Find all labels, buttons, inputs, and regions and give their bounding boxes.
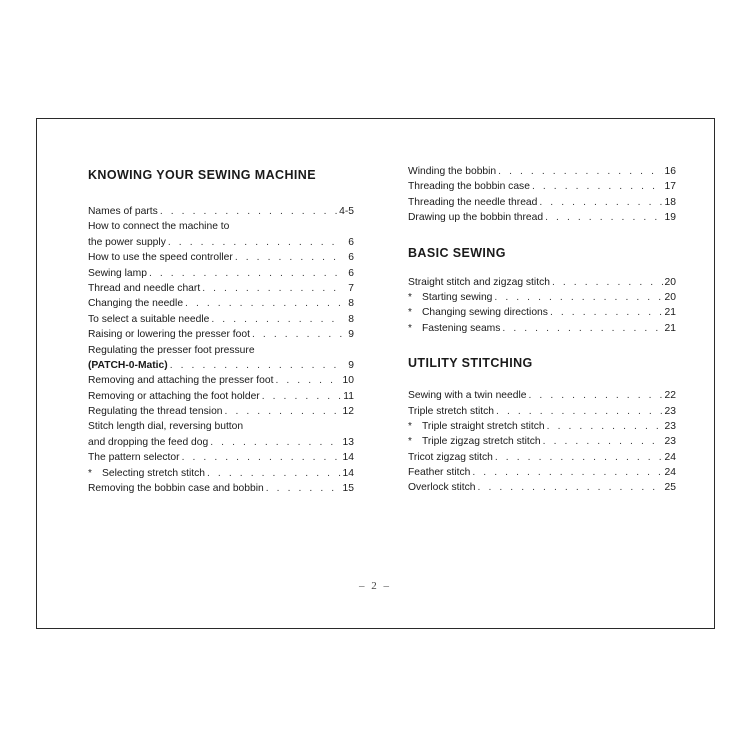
leader-dots <box>170 358 342 373</box>
leader-dots <box>529 388 663 403</box>
leader-dots <box>543 434 663 449</box>
leader-dots <box>496 404 663 419</box>
toc-entry-text: Removing or attaching the foot holder <box>88 390 260 402</box>
toc-entry <box>408 164 676 179</box>
toc-entry-text: Sewing with a twin needle <box>408 390 527 402</box>
toc-entry-text: The pattern selector <box>88 452 180 464</box>
toc-entry-page: 24 <box>664 467 676 479</box>
toc-entry <box>408 290 676 305</box>
toc-entry-text: Starting sewing <box>422 291 493 303</box>
toc-entry-page: 4-5 <box>339 206 354 217</box>
toc-entry-page: 21 <box>664 307 676 319</box>
toc-entry <box>88 404 354 419</box>
leader-dots <box>547 419 663 434</box>
toc-entry-text: Straight stitch and zigzag stitch <box>408 276 550 288</box>
toc-entry-page: 17 <box>664 181 676 193</box>
bullet-symbol: * <box>408 420 412 432</box>
toc-entry <box>88 389 354 404</box>
toc-entry <box>408 210 676 225</box>
toc-entry <box>88 419 354 434</box>
toc-list-basic-sewing <box>408 275 676 337</box>
toc-entry-page: 21 <box>664 322 676 334</box>
leader-dots <box>207 466 341 481</box>
leader-dots <box>478 480 663 495</box>
page-number: – 2 – <box>359 580 391 592</box>
toc-list-utility-stitching <box>408 388 676 496</box>
toc-entry-text: Threading the needle thread <box>408 196 538 208</box>
toc-entry-text: Regulating the presser foot pressure <box>88 344 255 356</box>
toc-entry-page: 13 <box>342 436 354 448</box>
toc-entry-text: Triple stretch stitch <box>408 405 495 417</box>
leader-dots <box>160 204 337 219</box>
toc-entry-page: 19 <box>664 212 676 224</box>
toc-entry <box>88 343 354 358</box>
leader-dots <box>168 235 342 250</box>
toc-entry-page: 8 <box>348 298 354 310</box>
toc-entry <box>88 296 354 311</box>
toc-entry <box>408 388 676 403</box>
bullet-symbol: * <box>408 436 412 448</box>
toc-entry-page: 15 <box>342 483 354 495</box>
toc-entry-text: Feather stitch <box>408 467 471 479</box>
toc-entry-text: Threading the bobbin case <box>408 181 530 193</box>
toc-entry-text: Triple zigzag stretch stitch <box>422 436 541 448</box>
toc-entry <box>408 275 676 290</box>
leader-dots <box>550 305 663 320</box>
leader-dots <box>225 404 341 419</box>
toc-entry-text: How to use the speed controller <box>88 252 233 264</box>
leader-dots <box>494 290 662 305</box>
toc-entry <box>88 327 354 342</box>
leader-dots <box>210 435 340 450</box>
toc-entry-page: 16 <box>664 166 676 177</box>
toc-entry-text: Names of parts <box>88 206 158 217</box>
toc-entry-page: 25 <box>664 482 676 494</box>
right-column <box>408 164 676 496</box>
toc-entry-page: 20 <box>664 276 676 288</box>
leader-dots <box>266 481 341 496</box>
toc-entry-page: 11 <box>343 390 354 402</box>
toc-entry-page: 14 <box>342 452 354 464</box>
toc-entry-page: 14 <box>342 467 354 479</box>
leader-dots <box>472 465 662 480</box>
toc-entry <box>88 204 354 219</box>
toc-entry <box>408 305 676 320</box>
toc-entry <box>88 219 354 234</box>
toc-entry-text: Changing the needle <box>88 298 184 310</box>
toc-entry-page: 9 <box>348 329 354 341</box>
toc-entry <box>408 195 676 210</box>
toc-entry-text: Triple straight stretch stitch <box>422 420 545 432</box>
leader-dots <box>202 281 342 296</box>
toc-entry <box>88 373 354 388</box>
toc-entry <box>88 358 354 373</box>
leader-dots <box>275 373 340 388</box>
bullet-symbol: * <box>88 467 92 479</box>
toc-list-knowing <box>88 204 354 496</box>
toc-entry-text: Removing the bobbin case and bobbin <box>88 483 264 495</box>
leader-dots <box>495 450 663 465</box>
leader-dots <box>545 210 662 225</box>
toc-entry-text: To select a suitable needle <box>88 313 210 325</box>
toc-entry <box>88 250 354 265</box>
toc-entry <box>408 480 676 495</box>
toc-entry-page: 7 <box>348 282 354 294</box>
leader-dots <box>532 179 663 194</box>
leader-dots <box>182 450 341 465</box>
toc-entry-text: the power supply <box>88 236 166 248</box>
leader-dots <box>262 389 342 404</box>
toc-entry <box>408 465 676 480</box>
leader-dots <box>185 296 342 311</box>
toc-entry-text: Thread and needle chart <box>88 282 201 294</box>
toc-entry <box>408 404 676 419</box>
toc-entry <box>88 266 354 281</box>
section-title-utility-stitching: UTILITY STITCHING <box>408 356 533 371</box>
toc-entry <box>408 450 676 465</box>
leader-dots <box>211 312 342 327</box>
toc-entry <box>88 281 354 296</box>
toc-entry-text: Overlock stitch <box>408 482 476 494</box>
leader-dots <box>502 321 662 336</box>
toc-entry-text: Selecting stretch stitch <box>102 467 206 479</box>
left-column <box>88 168 354 496</box>
toc-entry-text: (PATCH-0-Matic) <box>88 359 168 371</box>
leader-dots <box>252 327 342 342</box>
toc-entry-text: How to connect the machine to <box>88 221 230 233</box>
section-title-knowing: KNOWING YOUR SEWING MACHINE <box>88 168 316 182</box>
toc-entry <box>408 321 676 336</box>
toc-entry <box>88 235 354 250</box>
toc-entry <box>88 312 354 327</box>
toc-entry <box>408 434 676 449</box>
toc-entry-text: Tricot zigzag stitch <box>408 451 493 463</box>
section-title-basic-sewing: BASIC SEWING <box>408 245 506 260</box>
toc-entry <box>88 466 354 481</box>
toc-entry-page: 23 <box>664 420 676 432</box>
leader-dots <box>539 195 662 210</box>
bullet-symbol: * <box>408 307 412 319</box>
leader-dots <box>552 275 663 290</box>
toc-entry <box>408 419 676 434</box>
toc-entry-text: Raising or lowering the presser foot <box>88 329 250 341</box>
toc-entry-page: 24 <box>664 451 676 463</box>
toc-entry-text: Removing and attaching the presser foot <box>88 375 274 387</box>
toc-entry-text: Drawing up the bobbin thread <box>408 212 544 224</box>
toc-entry <box>88 481 354 496</box>
toc-list-bobbin <box>408 164 676 226</box>
leader-dots <box>235 250 342 265</box>
toc-entry-text: Changing sewing directions <box>422 307 548 319</box>
toc-entry-page: 6 <box>348 267 354 279</box>
toc-entry-page: 9 <box>348 359 354 371</box>
leader-dots <box>498 164 662 179</box>
bullet-symbol: * <box>408 291 412 303</box>
toc-entry-page: 18 <box>664 196 676 208</box>
leader-dots <box>149 266 342 281</box>
bullet-symbol: * <box>408 322 412 334</box>
toc-entry-page: 6 <box>348 236 354 248</box>
toc-entry-text: and dropping the feed dog <box>88 436 209 448</box>
toc-entry-text: Regulating the thread tension <box>88 406 223 418</box>
toc-entry-text: Sewing lamp <box>88 267 147 279</box>
toc-entry <box>88 450 354 465</box>
toc-entry-page: 6 <box>348 252 354 264</box>
toc-entry-page: 10 <box>342 375 354 387</box>
toc-entry-page: 23 <box>664 405 676 417</box>
toc-entry-page: 20 <box>664 291 676 303</box>
toc-entry <box>88 435 354 450</box>
toc-entry-text: Stitch length dial, reversing button <box>88 421 244 433</box>
toc-entry-page: 12 <box>342 406 354 418</box>
toc-entry <box>408 179 676 194</box>
toc-entry-text: Winding the bobbin <box>408 166 497 177</box>
toc-entry-text: Fastening seams <box>422 322 501 334</box>
toc-entry-page: 22 <box>664 390 676 402</box>
toc-entry-page: 23 <box>664 436 676 448</box>
toc-entry-page: 8 <box>348 313 354 325</box>
